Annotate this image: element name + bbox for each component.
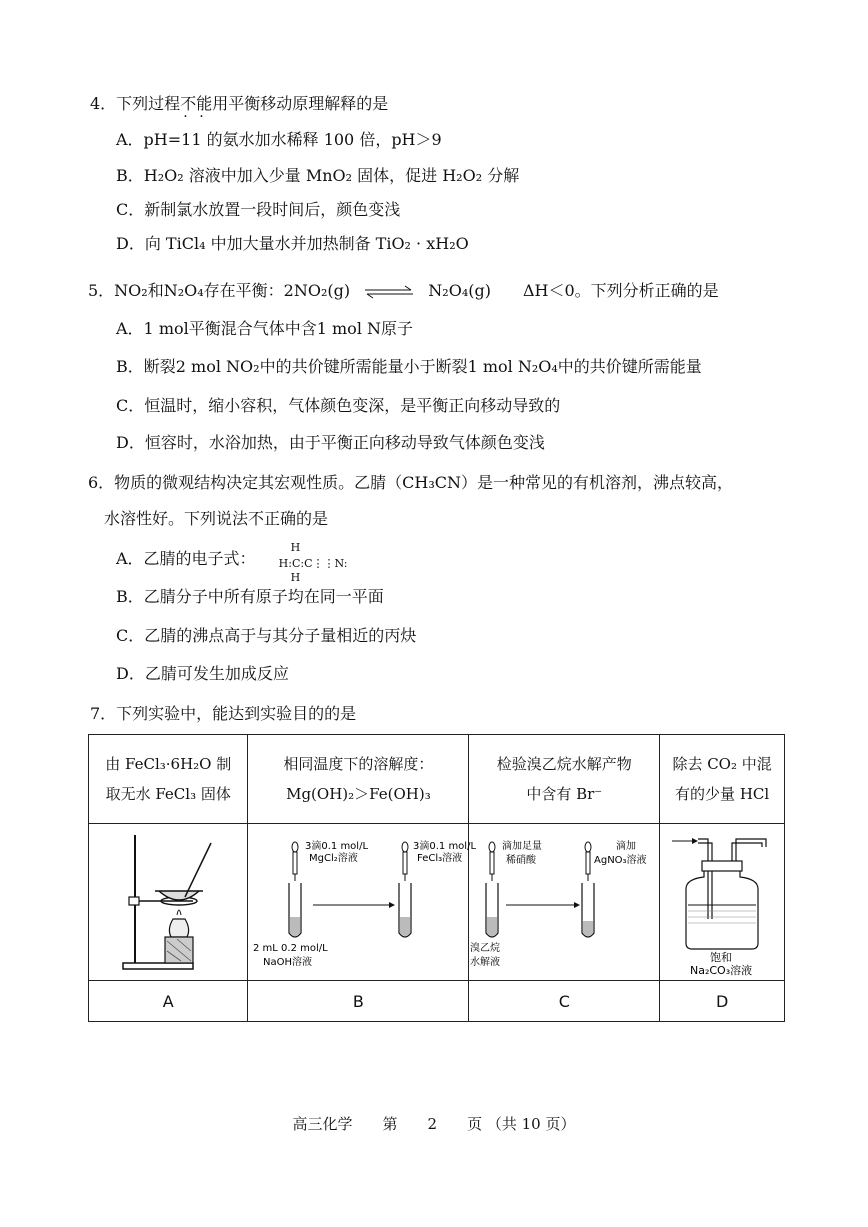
test-tube-3-icon [486, 883, 498, 937]
electron-formula-main: H:C:C⋮⋮N: [278, 556, 348, 570]
header-c: 检验溴乙烷水解产物 中含有 Br⁻ [469, 735, 660, 824]
solubility-comparison-diagram [249, 825, 477, 975]
figc-drop2-label: 滴加 [616, 841, 637, 852]
dropper-4-icon [585, 842, 591, 881]
figc-tube1-label: 溴乙烷 [470, 943, 501, 954]
figb-drop2-label: 3滴0.1 mol/L [413, 841, 477, 852]
test-tube-1-icon [289, 883, 301, 937]
figb-tube1b-label: NaOH溶液 [263, 957, 313, 968]
experiment-header-row [89, 735, 785, 824]
label-b: B [248, 981, 469, 1022]
q5-stem [88, 280, 719, 302]
electron-formula [277, 540, 357, 584]
evaporation-apparatus-icon [93, 825, 243, 975]
q6-stem-line1: 6．物质的微观结构决定其宏观性质。乙腈（CH₃CN）是一种常见的有机溶剂，沸点较高， [88, 473, 734, 492]
gas-washing-bottle-icon [662, 825, 782, 975]
q5-stem-post: N₂O₄(g) ΔH＜0。下列分析正确的是 [428, 281, 719, 300]
q4-option-d: D．向 TiCl₄ 中加大量水并加热制备 TiO₂ · xH₂O [116, 234, 469, 253]
experiment-table [88, 734, 785, 1022]
dropper-3-icon [489, 842, 495, 881]
figure-a [89, 824, 248, 981]
figure-b [248, 824, 477, 981]
figc-drop2b-label: AgNO₃溶液 [594, 855, 647, 866]
figc-drop1-label: 滴加足量 [502, 841, 543, 852]
q6-option-a [116, 540, 357, 584]
electron-formula-bottom-h: H [290, 570, 301, 584]
test-tube-4-icon [582, 883, 594, 937]
dropper-1-icon [292, 842, 298, 881]
q4-stem [90, 93, 389, 125]
q5-stem-pre: 5．NO₂和N₂O₄存在平衡：2NO₂(g) [88, 281, 351, 300]
q5-option-d: D．恒容时，水浴加热，由于平衡正向移动导致气体颜色变浅 [116, 433, 545, 452]
figb-drop1b-label: MgCl₂溶液 [309, 853, 359, 864]
figc-tube1b-label: 水解液 [470, 957, 501, 968]
q4-stem-post: 用平衡移动原理解释的是 [212, 94, 389, 113]
figc-drop1b-label: 稀硝酸 [506, 855, 537, 866]
q5-option-c: C．恒温时，缩小容积，气体颜色变深，是平衡正向移动导致的 [116, 396, 561, 415]
equilibrium-arrow-icon [361, 285, 417, 299]
q5-option-a: A．1 mol平衡混合气体中含1 mol N原子 [116, 319, 414, 338]
q6-option-c: C．乙腈的沸点高于与其分子量相近的丙炔 [116, 626, 417, 645]
bromide-test-diagram [470, 825, 658, 975]
electron-formula-top-h: H [290, 540, 301, 554]
q6-stem-line2: 水溶性好。下列说法不正确的是 [104, 509, 329, 528]
figure-c [469, 824, 660, 981]
q4-option-a: A．pH=11 的氨水加水稀释 100 倍，pH＞9 [116, 130, 442, 149]
figd-label-2: Na₂CO₃溶液 [690, 964, 753, 977]
q6-option-b: B．乙腈分子中所有原子均在同一平面 [116, 587, 384, 606]
figb-drop1-label: 3滴0.1 mol/L [305, 841, 369, 852]
header-b: 相同温度下的溶解度： Mg(OH)₂＞Fe(OH)₃ [248, 735, 469, 824]
page-footer: 高三化学 第 2 页 （共 10 页） [292, 1115, 576, 1133]
q7-stem: 7．下列实验中，能达到实验目的的是 [90, 704, 357, 723]
header-d: 除去 CO₂ 中混 有的少量 HCl [660, 735, 785, 824]
q4-option-c: C．新制氯水放置一段时间后，颜色变浅 [116, 200, 401, 219]
experiment-figure-row [89, 824, 785, 981]
q6-option-a-text: A．乙腈的电子式： [116, 549, 256, 568]
figure-d [660, 824, 785, 981]
test-tube-2-icon [399, 883, 411, 937]
q4-option-b: B．H₂O₂ 溶液中加入少量 MnO₂ 固体，促进 H₂O₂ 分解 [116, 166, 520, 185]
q4-stem-dotted: 不能 · · [180, 94, 213, 125]
experiment-label-row [89, 981, 785, 1022]
dropper-2-icon [402, 842, 408, 881]
figb-drop2b-label: FeCl₃溶液 [417, 853, 463, 864]
label-d: D [660, 981, 785, 1022]
header-a: 由 FeCl₃·6H₂O 制 取无水 FeCl₃ 固体 [89, 735, 248, 824]
figd-label-1: 饱和 [710, 951, 733, 964]
q6-option-d: D．乙腈可发生加成反应 [116, 664, 289, 683]
label-a: A [89, 981, 248, 1022]
q4-stem-pre: 4．下列过程 [90, 94, 181, 113]
q5-option-b: B．断裂2 mol NO₂中的共价键所需能量小于断裂1 mol N₂O₄中的共价键所需能量 [116, 357, 702, 376]
figb-tube1-label: 2 mL 0.2 mol/L [253, 943, 329, 954]
label-c: C [469, 981, 660, 1022]
